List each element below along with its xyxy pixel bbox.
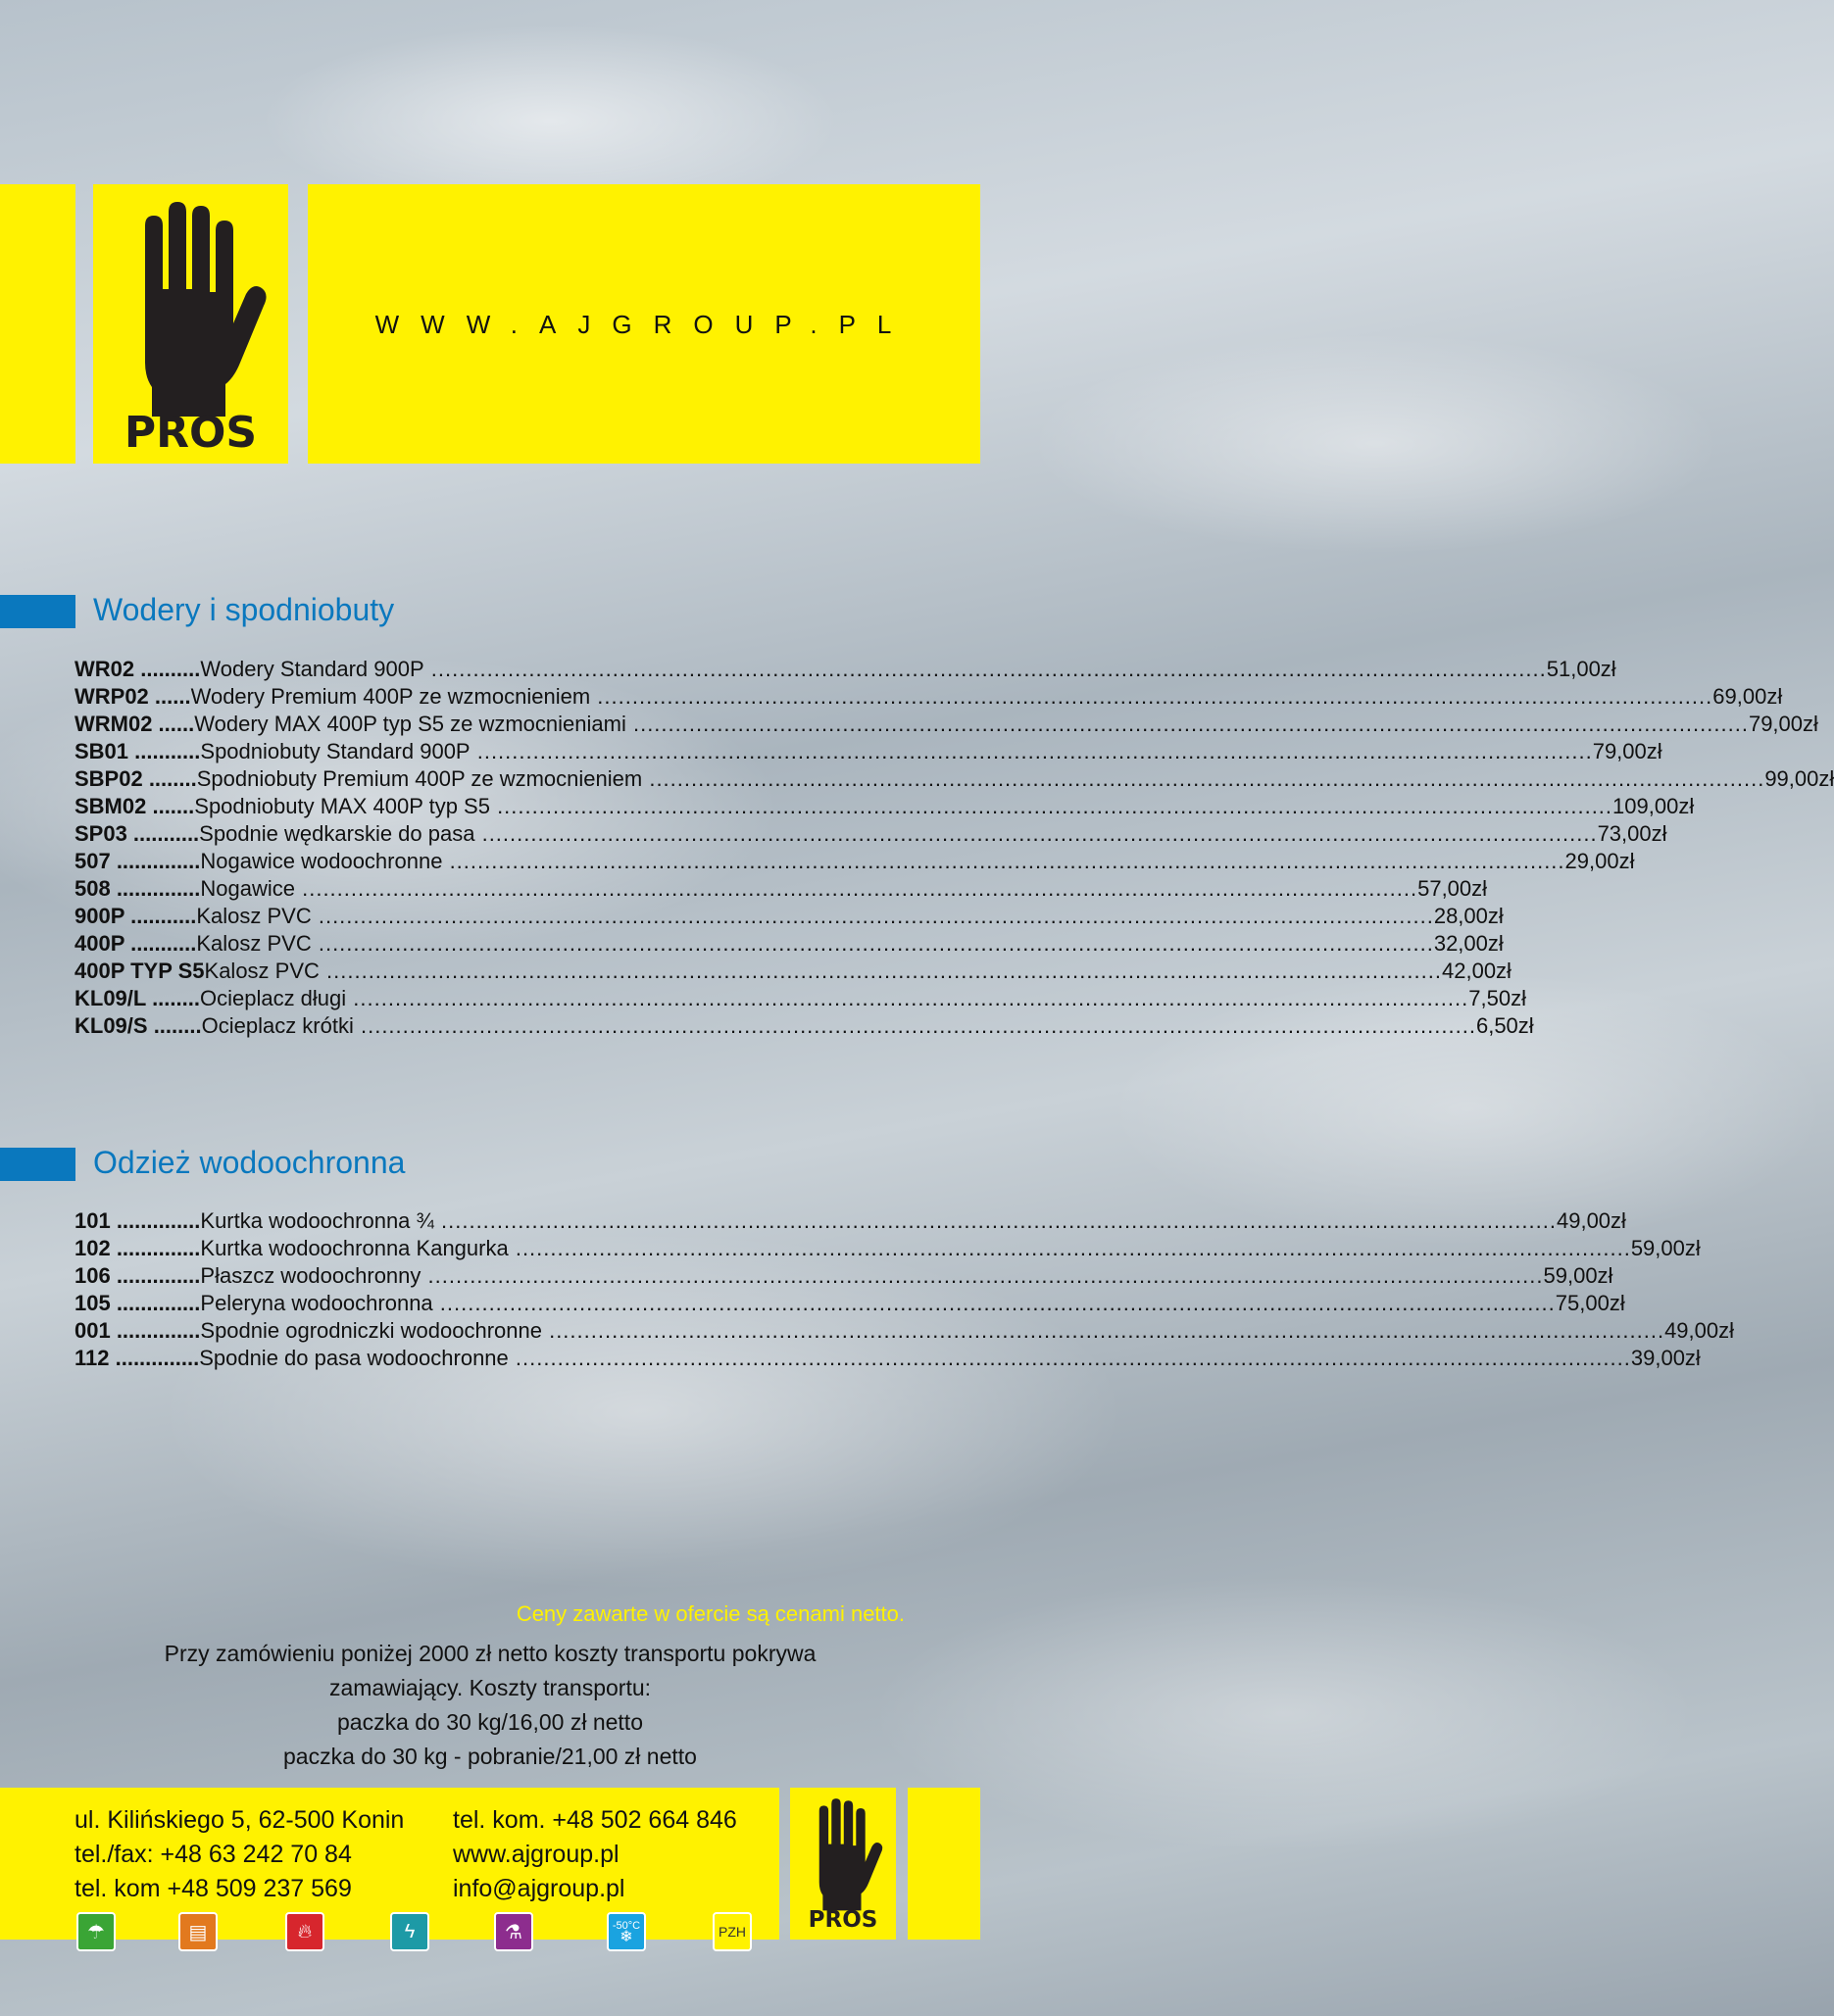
product-price: 75,00zł bbox=[1555, 1291, 1625, 1315]
product-code: SBM02 ....... bbox=[74, 794, 195, 818]
price-list-clothing bbox=[74, 1207, 1735, 1372]
transport-note-line: Przy zamówieniu poniżej 2000 zł netto koszty transportu pokrywa bbox=[164, 1641, 817, 1666]
product-description-text: Spodniobuty MAX 400P typ S5 bbox=[194, 794, 490, 818]
product-price: 42,00zł bbox=[1442, 959, 1512, 983]
product-price: 59,00zł bbox=[1630, 1236, 1701, 1260]
transport-note bbox=[98, 1637, 882, 1774]
transport-note-line: zamawiający. Koszty transportu: bbox=[328, 1675, 652, 1700]
tel-mobile-left: tel. kom +48 509 237 569 bbox=[74, 1875, 352, 1902]
price-list-row bbox=[74, 985, 1526, 1012]
pros-logo bbox=[93, 184, 288, 464]
pros-logo-text: PROS bbox=[124, 408, 258, 458]
product-description bbox=[197, 766, 1765, 792]
product-price: 69,00zł bbox=[1712, 684, 1783, 709]
snowflake-icon: ❄ bbox=[620, 1929, 633, 1945]
dot-leader: ................................................................................................................................................................ bbox=[295, 876, 1418, 901]
product-price: 79,00zł bbox=[1748, 712, 1818, 736]
product-description bbox=[200, 657, 1546, 682]
pzh-label: PZH bbox=[719, 1924, 746, 1940]
product-price: 7,50zł bbox=[1468, 986, 1526, 1010]
product-code: KL09/L ........ bbox=[74, 986, 200, 1010]
product-price: 49,00zł bbox=[1664, 1318, 1735, 1343]
section-title-waders: Wodery i spodniobuty bbox=[93, 592, 395, 627]
dot-leader: ................................................................................................................................................................ bbox=[432, 1291, 1556, 1315]
header-left-band bbox=[0, 184, 75, 464]
tel-fax: tel./fax: +48 63 242 70 84 bbox=[74, 1841, 352, 1868]
glove-hand-icon bbox=[790, 1795, 896, 1913]
dot-leader: ................................................................................................................................................................ bbox=[311, 931, 1434, 956]
product-description bbox=[202, 1013, 1476, 1039]
glove-hand-icon bbox=[93, 196, 288, 421]
price-list-row bbox=[74, 903, 1504, 930]
snowflake-cold-icon bbox=[607, 1912, 646, 1951]
umbrella-rain-icon: ☂ bbox=[76, 1912, 116, 1951]
chemical-flask-icon: ⚗ bbox=[494, 1912, 533, 1951]
section-bar-waders bbox=[0, 595, 75, 628]
price-list-row bbox=[74, 1317, 1735, 1345]
product-code: 900P ........... bbox=[74, 904, 197, 928]
product-price: 79,00zł bbox=[1592, 739, 1662, 763]
price-list-row bbox=[74, 1012, 1534, 1040]
product-description-text: Kurtka wodoochronna ¾ bbox=[200, 1208, 434, 1233]
product-code: WRM02 ...... bbox=[74, 712, 195, 736]
product-description bbox=[194, 712, 1749, 737]
dot-leader: ................................................................................................................................................................ bbox=[423, 657, 1547, 681]
product-description-text: Kurtka wodoochronna Kangurka bbox=[200, 1236, 509, 1260]
product-description-text: Spodniobuty Premium 400P ze wzmocnieniem bbox=[196, 766, 643, 791]
product-description bbox=[196, 931, 1433, 957]
product-code: KL09/S ........ bbox=[74, 1013, 202, 1038]
product-description bbox=[200, 1263, 1543, 1289]
dot-leader: ................................................................................................................................................................ bbox=[489, 794, 1613, 818]
price-list-row bbox=[74, 656, 1616, 683]
product-price: 49,00zł bbox=[1556, 1208, 1626, 1233]
dot-leader: ................................................................................................................................................................ bbox=[508, 1236, 1631, 1260]
footer-pros-logo-text: PROS bbox=[808, 1907, 878, 1933]
product-description bbox=[200, 1291, 1555, 1316]
product-description-text: Wodery MAX 400P typ S5 ze wzmocnieniami bbox=[194, 712, 626, 736]
price-list-row bbox=[74, 765, 1834, 793]
product-price: 109,00zł bbox=[1612, 794, 1695, 818]
product-code: 508 .............. bbox=[74, 876, 201, 901]
product-description bbox=[199, 1346, 1631, 1371]
vest-icon: ▤ bbox=[178, 1912, 218, 1951]
dot-leader: ................................................................................................................................................................ bbox=[346, 986, 1469, 1010]
product-description-text: Nogawice wodoochronne bbox=[200, 849, 443, 873]
dot-leader: ................................................................................................................................................................ bbox=[541, 1318, 1665, 1343]
price-list-row bbox=[74, 711, 1818, 738]
product-price: 51,00zł bbox=[1546, 657, 1616, 681]
price-list-row bbox=[74, 738, 1662, 765]
section-bar-clothing bbox=[0, 1148, 75, 1181]
product-description-text: Spodnie do pasa wodoochronne bbox=[199, 1346, 509, 1370]
product-description bbox=[200, 1208, 1557, 1234]
product-description-text: Płaszcz wodoochronny bbox=[200, 1263, 421, 1288]
price-list-row bbox=[74, 1207, 1626, 1235]
product-description bbox=[194, 794, 1612, 819]
product-description bbox=[200, 739, 1592, 764]
product-price: 57,00zł bbox=[1417, 876, 1488, 901]
transport-note-line: paczka do 30 kg/16,00 zł netto bbox=[337, 1709, 643, 1735]
product-code: WR02 .......... bbox=[74, 657, 201, 681]
price-list-row bbox=[74, 1235, 1701, 1262]
dot-leader: ................................................................................................................................................................ bbox=[421, 1263, 1544, 1288]
dot-leader: ................................................................................................................................................................ bbox=[442, 849, 1565, 873]
price-list-row bbox=[74, 820, 1667, 848]
product-code: 400P TYP S5 bbox=[74, 959, 205, 983]
product-code: 105 .............. bbox=[74, 1291, 201, 1315]
pzh-certificate-badge bbox=[713, 1912, 752, 1951]
product-description-text: Nogawice bbox=[200, 876, 295, 901]
dot-leader: ................................................................................................................................................................ bbox=[625, 712, 1749, 736]
dot-leader: ................................................................................................................................................................ bbox=[590, 684, 1713, 709]
footer-right-band bbox=[908, 1788, 980, 1940]
product-description bbox=[200, 1236, 1630, 1261]
product-description-text: Wodery Premium 400P ze wzmocnieniem bbox=[190, 684, 591, 709]
product-code: SB01 ........... bbox=[74, 739, 201, 763]
product-price: 29,00zł bbox=[1564, 849, 1635, 873]
product-price: 99,00zł bbox=[1764, 766, 1834, 791]
footer-contact-right bbox=[453, 1803, 737, 1906]
dot-leader: ................................................................................................................................................................ bbox=[508, 1346, 1631, 1370]
footer-website-link[interactable]: www.ajgroup.pl bbox=[453, 1841, 620, 1868]
product-description bbox=[200, 876, 1417, 902]
product-description-text: Ocieplacz krótki bbox=[201, 1013, 354, 1038]
footer-contact-left bbox=[74, 1803, 404, 1906]
dot-leader: ................................................................................................................................................................ bbox=[474, 821, 1598, 846]
product-code: WRP02 ...... bbox=[74, 684, 191, 709]
transport-note-line: paczka do 30 kg - pobranie/21,00 zł netto bbox=[283, 1744, 697, 1769]
product-price: 59,00zł bbox=[1543, 1263, 1613, 1288]
product-description bbox=[191, 684, 1713, 710]
price-list-row bbox=[74, 848, 1635, 875]
product-description-text: Spodnie ogrodniczki wodoochronne bbox=[200, 1318, 542, 1343]
product-code: SBP02 ........ bbox=[74, 766, 197, 791]
product-code: 102 .............. bbox=[74, 1236, 201, 1260]
price-list-waders bbox=[74, 656, 1834, 1040]
price-list-row bbox=[74, 930, 1504, 958]
product-description-text: Peleryna wodoochronna bbox=[200, 1291, 433, 1315]
product-description bbox=[205, 959, 1442, 984]
product-price: 6,50zł bbox=[1475, 1013, 1534, 1038]
tel-mobile-right: tel. kom. +48 502 664 846 bbox=[453, 1806, 737, 1834]
price-list-row bbox=[74, 1345, 1701, 1372]
product-code: 101 .............. bbox=[74, 1208, 201, 1233]
product-description bbox=[199, 821, 1597, 847]
product-code: 112 .............. bbox=[74, 1346, 200, 1370]
price-list-row bbox=[74, 958, 1512, 985]
dot-leader: ................................................................................................................................................................ bbox=[353, 1013, 1476, 1038]
product-price: 39,00zł bbox=[1630, 1346, 1701, 1370]
price-list-row bbox=[74, 1262, 1613, 1290]
product-description bbox=[200, 986, 1468, 1011]
product-description-text: Kalosz PVC bbox=[196, 904, 312, 928]
product-price: 32,00zł bbox=[1433, 931, 1504, 956]
website-url[interactable]: WWW.AJGROUP.PL bbox=[374, 310, 914, 339]
footer-email-link[interactable]: info@ajgroup.pl bbox=[453, 1875, 625, 1902]
address: ul. Kilińskiego 5, 62-500 Konin bbox=[74, 1806, 405, 1834]
price-list-row bbox=[74, 793, 1695, 820]
product-price: 73,00zł bbox=[1597, 821, 1667, 846]
product-code: 507 .............. bbox=[74, 849, 201, 873]
price-list-row bbox=[74, 1290, 1625, 1317]
dot-leader: ................................................................................................................................................................ bbox=[642, 766, 1765, 791]
price-list-row bbox=[74, 683, 1783, 711]
product-description-text: Kalosz PVC bbox=[204, 959, 320, 983]
product-code: 106 .............. bbox=[74, 1263, 201, 1288]
product-description bbox=[196, 904, 1433, 929]
dot-leader: ................................................................................................................................................................ bbox=[433, 1208, 1557, 1233]
dot-leader: ................................................................................................................................................................ bbox=[311, 904, 1434, 928]
product-code: 400P ........... bbox=[74, 931, 197, 956]
product-description-text: Wodery Standard 900P bbox=[200, 657, 424, 681]
product-description-text: Spodniobuty Standard 900P bbox=[200, 739, 471, 763]
product-description-text: Ocieplacz długi bbox=[199, 986, 347, 1010]
price-list-row bbox=[74, 875, 1488, 903]
product-price: 28,00zł bbox=[1433, 904, 1504, 928]
section-title-clothing: Odzież wodoochronna bbox=[93, 1145, 406, 1180]
dot-leader: ................................................................................................................................................................ bbox=[319, 959, 1442, 983]
fire-icon: 🔥︎ bbox=[285, 1912, 324, 1951]
electric-icon: ϟ bbox=[390, 1912, 429, 1951]
net-prices-note: Ceny zawarte w ofercie są cenami netto. bbox=[516, 1601, 905, 1626]
product-description-text: Spodnie wędkarskie do pasa bbox=[199, 821, 475, 846]
product-description bbox=[200, 849, 1564, 874]
cold-temperature-label: -50°C bbox=[612, 1920, 641, 1932]
dot-leader: ................................................................................................................................................................ bbox=[470, 739, 1593, 763]
product-code: 001 .............. bbox=[74, 1318, 201, 1343]
product-description bbox=[200, 1318, 1664, 1344]
product-description-text: Kalosz PVC bbox=[196, 931, 312, 956]
product-code: SP03 ........... bbox=[74, 821, 200, 846]
footer-pros-logo bbox=[790, 1788, 896, 1940]
